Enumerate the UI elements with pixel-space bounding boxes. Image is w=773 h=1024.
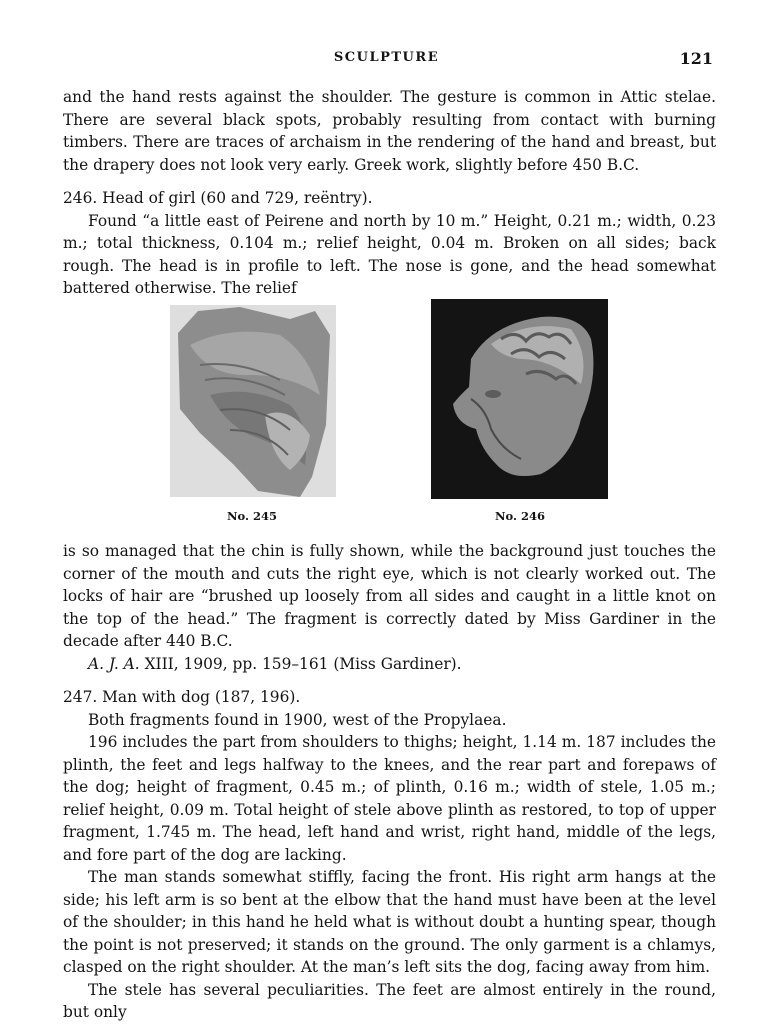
page-number: 121: [679, 49, 713, 68]
entry-247-heading: 247. Man with dog (187, 196).: [63, 688, 301, 706]
running-head: SCULPTURE: [333, 50, 440, 65]
journal-abbreviation: A. J. A.: [88, 654, 140, 673]
figure-246-caption: No. 246: [495, 509, 545, 523]
text-block-bottom: [63, 540, 716, 1024]
paragraph-246-continued: is so managed that the chin is fully shown, while the background just touches the corner of the mouth and cuts the right eye, which is not clearly worked out. The locks of hair are “brushed up loosely from all sides and caught in a little knot on the top of the head.” The fragment is correctly dated by Miss Gardiner in the decade after 440 B.C.: [63, 542, 716, 650]
era-abbreviation: B.C.: [200, 632, 233, 650]
text-block-top: [63, 86, 716, 300]
page-header: [0, 50, 773, 72]
paragraph-246-description: Found “a little east of Peirene and north by 10 m.” Height, 0.21 m.; width, 0.23 m.; total thickness, 0.104 m.; relief height, 0.04 m. Broken on all sides; back rough. The head is in profile to left. The nose is gone, and the head somewhat battered otherwise. The relief: [63, 211, 716, 297]
figure-245-photo: [170, 305, 336, 497]
paragraph-245-continued: and the hand rests against the shoulder. The gesture is common in Attic stelae. There are several black spots, probably resulting from contact with burning timbers. There are traces of archaism in the rendering of the hand and breast, but the drapery does not look very early. Greek work, slightly before 450 B.C.: [63, 88, 716, 174]
paragraph-247-dimensions: 196 includes the part from shoulders to thighs; height, 1.14 m. 187 includes the plinth, the feet and legs halfway to the knees, and the rear part and forepaws of the dog; height of fragment, 0.45 m.; of plinth, 0.16 m.; width of stele, 1.05 m.; relief height, 0.09 m. Total height of stele above plinth as restored, to top of upper fragment, 1.745 m. The head, left hand and wrist, right hand, middle of the legs, and fore part of the dog are lacking.: [63, 733, 716, 864]
relief-fragment-245-image: [170, 305, 336, 497]
entry-246-heading: 246. Head of girl (60 and 729, reëntry).: [63, 189, 373, 207]
paragraph-247-findspot: Both fragments found in 1900, west of the Propylaea.: [88, 710, 507, 729]
paragraph-247-description: The man stands somewhat stiffly, facing the front. His right arm hangs at the side; his left arm is so bent at the elbow that the hand must have been at the level of the shoulder; in this hand he held what is without doubt a hunting spear, though the point is not preserved; it stands on the ground. The only garment is a chlamys, clasped on the right shoulder. At the man’s left sits the dog, facing away from him.: [63, 868, 716, 976]
paragraph-247-peculiarities: The stele has several peculiarities. The feet are almost entirely in the round, but only: [63, 980, 716, 1021]
era-abbreviation: B.C.: [606, 155, 640, 174]
figure-246-photo: [431, 299, 608, 499]
bibliographic-reference: A. J. A. XIII, 1909, pp. 159–161 (Miss Gardiner).: [88, 654, 462, 673]
head-of-girl-246-image: [431, 299, 608, 499]
figure-245-caption: No. 245: [227, 509, 277, 523]
